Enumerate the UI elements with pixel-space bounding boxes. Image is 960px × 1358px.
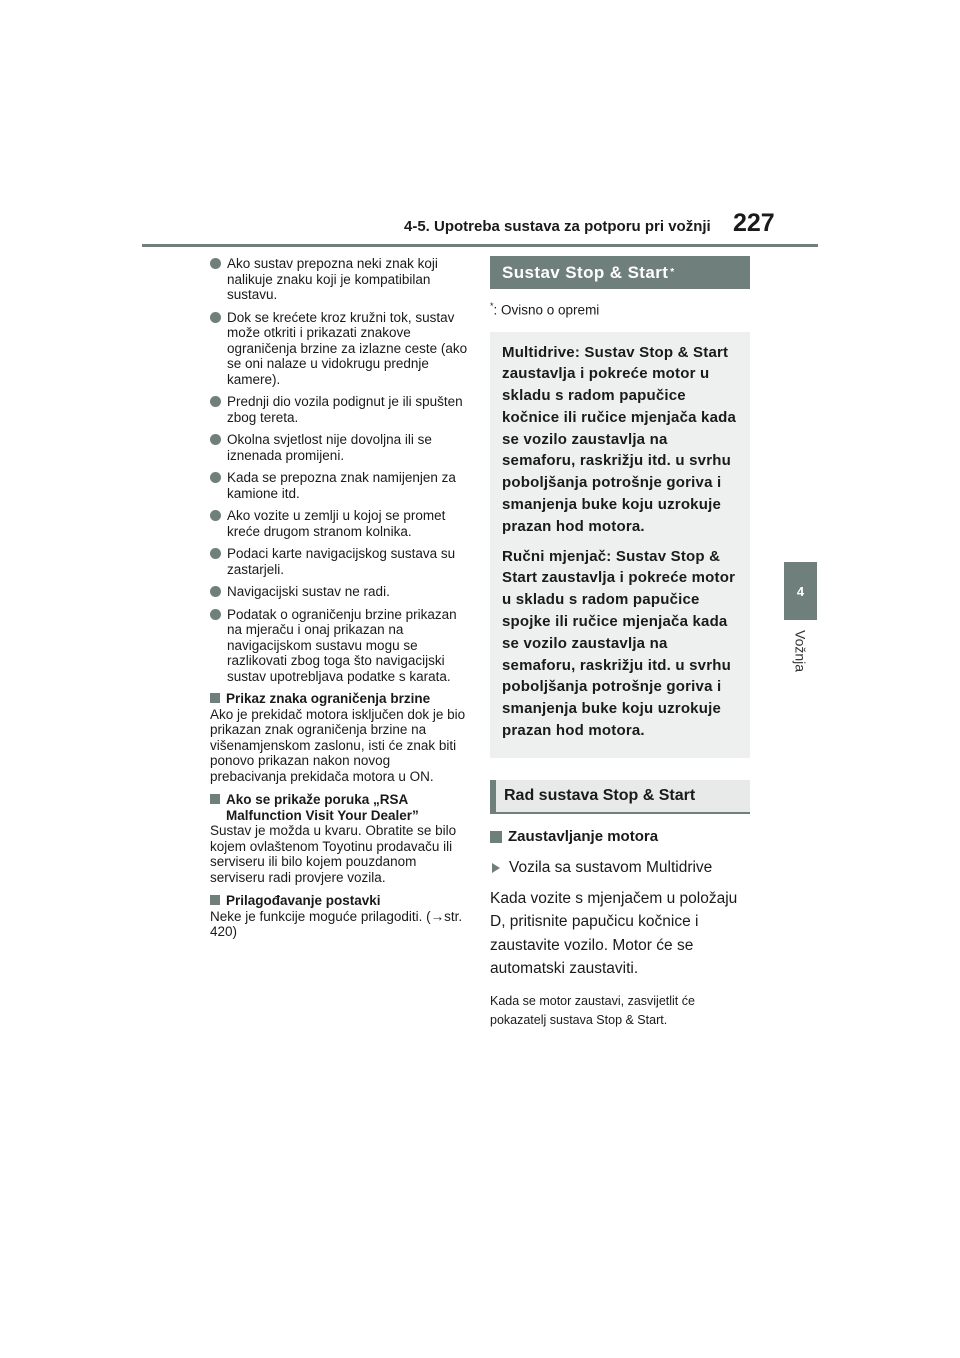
bullet-item: Ako vozite u zemlji u kojoj se promet kreće drugom stranom kolnika.	[210, 508, 468, 539]
bullet-item: Navigacijski sustav ne radi.	[210, 584, 468, 600]
bullet-item: Kada se prepozna znak namijenjen za kamione itd.	[210, 470, 468, 501]
intro-box	[490, 332, 750, 758]
bullet-item: Prednji dio vozila podignut je ili spušten zbog tereta.	[210, 394, 468, 425]
chapter-tab: 4	[784, 562, 817, 620]
square-bullet-icon	[210, 794, 220, 804]
subsection-body: Sustav je možda u kvaru. Obratite se bilo kojem ovlaštenom Toyotinu prodavaču ili serviseru ili bilo kojem pouzdanom serviseru radi provjere vozila.	[210, 823, 457, 885]
subsection-body: Ako je prekidač motora isključen dok je bio prikazan znak ograničenja brzine na višenamjenskom zaslonu, isti će znak biti ponovo prikazan nakon novog prebacivanja prekidača motora u ON.	[210, 706, 466, 784]
subsection-heading: Prilagođavanje postavki	[210, 893, 468, 909]
section-title: 4-5. Upotreba sustava za potporu pri vožnji	[404, 218, 711, 235]
intro-paragraph: Multidrive: Sustav Stop & Start zaustavlja i pokreće motor u skladu s radom papučice kočnice ili ručice mjenjača kada se vozilo zaustavlja na semaforu, raskrižju itd. u svrhu poboljšanja potrošnje goriva i smanjenja buke koju uzrokuje prazan hod motora.	[502, 343, 737, 535]
footnote: *: Ovisno o opremi	[490, 301, 600, 318]
bullet-item: Podatak o ograničenju brzine prikazan na mjeraču i onaj prikazan na navigacijskom sustavu mogu se razlikovati zbog toga što navigacijski sustav upotrebljava podatke s karata.	[210, 607, 468, 685]
intro-paragraph: Ručni mjenjač: Sustav Stop & Start zaustavlja i pokreće motor u skladu s radom papučice spojke ili ručice mjenjača kada se vozilo zaustavlja na semaforu, raskrižju itd. u svrhu poboljšanja potrošnje goriva i smanjenja buke koju uzrokuje prazan hod motora.	[502, 547, 736, 740]
section-heading: Rad sustava Stop & Start	[490, 780, 750, 814]
bullet-item: Okolna svjetlost nije dovoljna ili se iznenada promijeni.	[210, 432, 468, 463]
bullet-item: Podaci karte navigacijskog sustava su zastarjeli.	[210, 546, 468, 577]
right-column	[490, 256, 750, 1031]
square-bullet-icon	[210, 895, 220, 905]
bullet-dot-icon	[210, 396, 221, 407]
subsection-heading: Prikaz znaka ograničenja brzine	[210, 691, 468, 707]
arrow-item: Vozila sa sustavom Multidrive	[490, 859, 750, 877]
square-bullet-icon	[210, 693, 220, 703]
bullet-dot-icon	[210, 434, 221, 445]
chapter-label: Vožnja	[792, 630, 809, 673]
bullet-dot-icon	[210, 510, 221, 521]
left-column	[210, 256, 468, 948]
bullet-dot-icon	[210, 548, 221, 559]
small-note: Kada se motor zaustavi, zasvijetlit će pokazatelj sustava Stop & Start.	[490, 993, 695, 1028]
bullet-item: Dok se krećete kroz kružni tok, sustav može otkriti i prikazati znakove ograničenja brzine za izlazne ceste (ako se oni nalaze u vidokrugu prednje kamere).	[210, 310, 468, 388]
subsection-heading: Ako se prikaže poruka „RSA Malfunction Visit Your Dealer”	[210, 792, 468, 823]
bullet-dot-icon	[210, 586, 221, 597]
header-divider	[142, 244, 818, 247]
bullet-dot-icon	[210, 472, 221, 483]
subsection-heading: Zaustavljanje motora	[490, 828, 750, 845]
box-heading: Sustav Stop & Start *	[490, 256, 750, 289]
subsection-body: Neke je funkcije moguće prilagoditi. (→str. 420)	[210, 908, 463, 939]
body-text: Kada vozite s mjenjačem u položaju D, pritisnite papučicu kočnice i zaustavite vozilo. Motor će se automatski zaustaviti.	[490, 889, 738, 978]
bullet-dot-icon	[210, 258, 221, 269]
bullet-item: Ako sustav prepozna neki znak koji nalikuje znaku koji je kompatibilan sustavu.	[210, 256, 468, 303]
triangle-bullet-icon	[492, 863, 500, 873]
bullet-dot-icon	[210, 312, 221, 323]
bullet-dot-icon	[210, 609, 221, 620]
page-number: 227	[733, 209, 775, 237]
square-bullet-icon	[490, 831, 502, 843]
